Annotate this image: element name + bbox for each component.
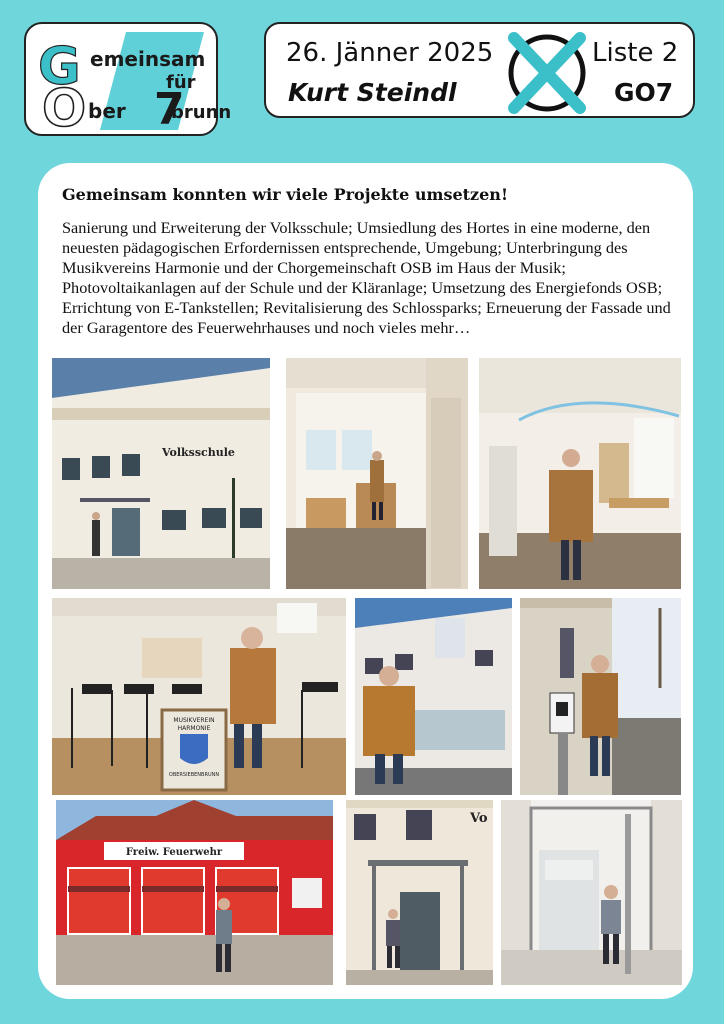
photo-school-entrance — [346, 800, 493, 985]
school-sign: Volksschule — [162, 446, 235, 459]
photo-feuerwehrhaus — [56, 800, 333, 985]
photo-hort-room — [479, 358, 681, 589]
photo-doorway-interior — [501, 800, 682, 985]
article-body: Sanierung und Erweiterung der Volksschule; Umsiedlung des Hortes in eine moderne, den neuesten pädagogischen Erfordernissen entsprechende, Umgebung; Unterbringung des Musikvereins Harmonie und der Chorgemeinschaft OSB im Haus der Musik; Photovoltaikanlagen auf der Schule und der Kläranlage; Umsetzung des Energiefonds OSB; Errichtung von E-Tankstellen; Revitalisierung des Schlossparks; Erneuerung der Fassade und der Garagentore des Feuerwehrhauses und noch vieles mehr… — [62, 218, 671, 337]
photo-volksschule-exterior — [52, 358, 270, 589]
photo-building-facade — [355, 598, 512, 795]
logo-line1: emeinsam — [90, 47, 206, 71]
logo-line4: brunn — [171, 102, 232, 123]
list-label: Liste 2 — [592, 38, 679, 68]
logo-line2: für — [166, 72, 196, 93]
fire-sign: Freiw. Feuerwehr — [125, 847, 223, 858]
svg-text:G: G — [38, 37, 81, 97]
photo-hort-entrance — [286, 358, 468, 589]
logo-line3: ber — [88, 99, 126, 123]
article-heading: Gemeinsam konnten wir viele Projekte umsetzen! — [62, 185, 508, 204]
candidate-name: Kurt Steindl — [288, 78, 457, 107]
svg-text:7: 7 — [154, 84, 185, 135]
music-sign-2: HARMONIE — [177, 725, 211, 732]
photo-haus-der-musik — [52, 598, 346, 795]
photo-e-tankstelle — [520, 598, 681, 795]
logo — [24, 22, 232, 139]
party-name: GO7 — [614, 78, 674, 107]
election-header — [264, 22, 695, 118]
music-sign-3: OBERSIEBENBRUNN — [168, 772, 220, 778]
school-sign-partial: Vo — [470, 811, 488, 826]
ballot-cross-icon — [504, 28, 590, 114]
music-sign-1: MUSIKVEREIN — [173, 717, 215, 724]
svg-text:O: O — [42, 79, 87, 139]
go7-logo-graphic — [26, 24, 232, 139]
election-date: 26. Jänner 2025 — [286, 38, 494, 68]
